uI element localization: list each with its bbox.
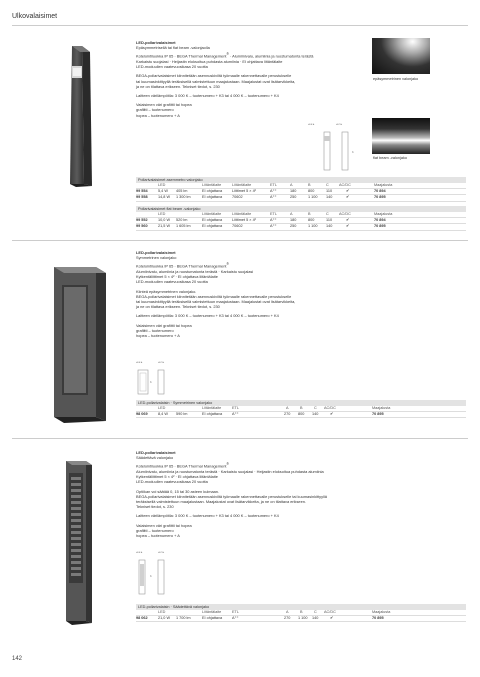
table-header-row: LED Liitäntälaite ETL A B C AC/DC Maajalusta — [136, 406, 466, 412]
section-1-lines — [136, 59, 371, 118]
s1-line: ja ne on tilattava erikseen. Tekniset tiedot, s. 230 — [136, 83, 220, 89]
section-divider — [12, 240, 468, 241]
section-3-spec: Kotelointiluokka IP 65 · BEGA Thermal Management® — [136, 462, 229, 469]
dim-c-label: ◂ c ▸ — [158, 550, 165, 554]
s2-line: BEGA-pollarivalaisimet kiinnitetään asennuskiviltä työmaalle rakennettavalle perustukselle — [136, 293, 292, 299]
table-row: 99 554 5,4 W 405 lm EI ohjattava Liittimet 5 × 4² A⁺⁺ 180 800 110 ✔ 70 894 — [136, 189, 466, 195]
dim-a-label: ◂ a ▸ — [308, 122, 315, 126]
section-3-title: LED-pollarivalaisimet — [136, 450, 176, 455]
bollard-dimension-drawing-3 — [136, 558, 176, 598]
dim-b-label: b — [352, 150, 354, 154]
section-2-subtitle: Symmetrinen valonjako — [136, 255, 177, 261]
s1-line: tai kuumasinkittyyllä teräksisellä valmistettuun maajalustaan. Maajalustat ovat lisätarvikkeita, — [136, 78, 296, 84]
s3-line: LED-moduulien vaatevuosikasa 20 vuotta — [136, 479, 208, 485]
section-1-subtitle: Epäsymmetrisellä tai flat beam -valonjaolla — [136, 45, 210, 51]
bollard-dimension-drawing-1 — [320, 130, 360, 174]
s3-line: Kytkentäliittimet 5 × 4² · EI ohjattava liitäntälaite — [136, 474, 218, 480]
s2-line: Laitteen värilämpötila: 3 000 K – tuotenumero + K3 tai 4 000 K – tuotenumero + K4 — [136, 313, 279, 319]
flat-beam-photo — [372, 118, 430, 154]
s3-line: Tekniset tiedot, s. 230 — [136, 504, 174, 510]
s1-line: Laitteen värilämpötila: 3 000 K – tuotenumero + K3 tai 4 000 K – tuotenumero + K4 — [136, 92, 279, 98]
dim-c-label: ◂ c ▸ — [158, 360, 165, 364]
product-table-flat-beam — [136, 206, 466, 231]
flat-beam-caption: flat beam -valonjako — [373, 156, 407, 160]
product-table-asymmetric — [136, 177, 466, 202]
page-number: 142 — [12, 656, 23, 662]
dim-a-label: ◂ a ▸ — [136, 360, 143, 364]
table-row: 99 558 14,8 W 1 300 lm EI ohjattava 70602 A⁺⁺ 250 1 100 140 ✔ 70 895 — [136, 195, 466, 201]
s1-line: LED-moduulien vaatevuosikasa 20 vuotta — [136, 64, 208, 70]
s2-line: Kytkentäliittimet 5 × 4² · EI ohjattava liitäntälaite — [136, 274, 218, 280]
product-table-symmetric — [136, 400, 466, 418]
s2-line: tai kuumasinkittyyllä teräksisellä valmistettuun maajalustaan. Maajalustat ovat lisätarvikkeita, — [136, 298, 296, 304]
s3-line: Valaisimen väri grafiitti tai hopea — [136, 522, 192, 528]
table-header-row: LED Liitäntälaite ETL A B C AC/DC Maajalusta — [136, 610, 466, 616]
s1-line: hopea – tuotenumero + A — [136, 112, 180, 118]
section-1-text — [136, 40, 371, 118]
section-2-title: LED-pollarivalaisimet — [136, 250, 176, 255]
dim-a-label: ◂ a ▸ — [136, 550, 143, 554]
table-title: LED-pollarivalaisin · Säädettävä valonjako — [136, 604, 466, 610]
s3-line: Alumiinivalu, alumiinia ja ruostumatonta terästä · Karkaistu suojalasi · Heijastin eloksoitua puhdasta alumiinia — [136, 468, 324, 474]
page-header-title: Ulkovalaisimet — [12, 13, 58, 20]
table-row: 98 069 8,4 W 590 lm EI ohjattava A⁺⁺ 270 800 140 ✔ 70 895 — [136, 412, 466, 418]
header-divider — [12, 25, 468, 26]
s2-line: Alumiinivalu, alumiinia ja ruostumatonta terästä · Karkaistu suojalasi — [136, 268, 254, 274]
s2-line: LED-moduulien vaatevuosikasa 20 vuotta — [136, 279, 208, 285]
table-header-row: LED Liitäntälaite Liitäntälaite ETL A B C AC/DC Maajalusta — [136, 183, 466, 189]
s2-line: ja ne on tilattava erikseen. Tekniset tiedot, s. 230 — [136, 304, 220, 310]
s3-line: teräksisellä valmistettuun maajalustaan. Maajalustat ovat lisätarvikkeita, ja ne on tilattava erikseen. — [136, 498, 306, 504]
product-table-adjustable — [136, 604, 466, 622]
s2-line: Valaisimen väri grafiitti tai hopea — [136, 322, 192, 328]
s2-line: hopea – tuotenumero + A — [136, 332, 180, 338]
bollard-dimension-drawing-2 — [136, 368, 176, 398]
table-title: LED-pollarivalaisin · Symmetrinen valonjako — [136, 400, 466, 406]
s3-line: BEGA-pollarivalaisimet kiinnitetään asennuskiviltä työmaalle rakennettavalle perustukselle tai kuumasinkittyyllä — [136, 493, 327, 499]
section-2-spec: Kotelointiluokka IP 65 · BEGA Thermal Management® — [136, 262, 229, 269]
table-header-row: LED Liitäntälaite Liitäntälaite ETL A B C AC/DC Maajalusta — [136, 212, 466, 218]
table-row: 99 560 21,5 W 1 605 lm EI ohjattava 70602 A⁺⁺ 250 1 100 140 ✔ 70 895 — [136, 224, 466, 230]
dim-b-label: b — [150, 380, 152, 384]
asymmetric-beam-caption: epäsymmetrinen valonjako — [373, 77, 419, 81]
section-1-spec: Kotelointiluokka IP 65 · BEGA Thermal Management® · Alumiinivalu, alumiinia ja ruostumatonta terästä — [136, 52, 314, 59]
s1-line: BEGA-pollarivalaisimet kiinnitetään asennuskiviltä työmaalle rakennettavalle perustukselle — [136, 73, 292, 79]
bollard-photo-1 — [40, 40, 120, 190]
section-3-text — [136, 450, 436, 538]
s3-line: grafiitti – tuotenumero — [136, 527, 174, 533]
s3-line: Laitteen värilämpötila: 3 000 K – tuotenumero + K3 tai 4 000 K – tuotenumero + K4 — [136, 513, 279, 519]
s1-line: Karkaistu suojalasi · Heijastin eloksoitua puhdasta alumiinia · EI ohjattava liitäntälaite — [136, 58, 283, 64]
s1-line: grafiitti – tuotenumero — [136, 107, 174, 113]
s3-line: hopea – tuotenumero + A — [136, 532, 180, 538]
table-title: Pollarivalaisimet asemmetro valonjako — [136, 177, 466, 183]
dim-c-label: ◂ c ▸ — [336, 122, 343, 126]
s3-line: Optiikan voi säätää 0, 15 tai 30 asteen kulmaan. — [136, 488, 220, 494]
section-3-subtitle: Säädettävä valonjako — [136, 455, 174, 461]
table-title: Pollarivalaisimet flat beam -valonjako — [136, 206, 466, 212]
section-2-text — [136, 250, 371, 338]
section-divider — [12, 438, 468, 439]
table-row: 99 552 10,0 W 520 lm EI ohjattava Liittimet 5 × 4² A⁺⁺ 180 800 110 ✔ 70 894 — [136, 218, 466, 224]
asymmetric-beam-photo — [372, 38, 430, 74]
table-row: 98 062 21,0 W 1 700 lm EI ohjattava A⁺⁺ 270 1 100 140 ✔ 70 895 — [136, 616, 466, 622]
s2-line: Kiinteä epäsymmetrinen valonjako. — [136, 288, 197, 294]
dim-b-label: b — [150, 574, 152, 578]
s2-line: grafiitti – tuotenumero — [136, 327, 174, 333]
s1-line: Valaisimen väri grafiitti tai hopea — [136, 102, 192, 108]
bollard-photo-3 — [40, 455, 120, 635]
bollard-photo-2 — [40, 255, 120, 435]
section-1-title: LED-pollarivalaisimet — [136, 40, 176, 45]
